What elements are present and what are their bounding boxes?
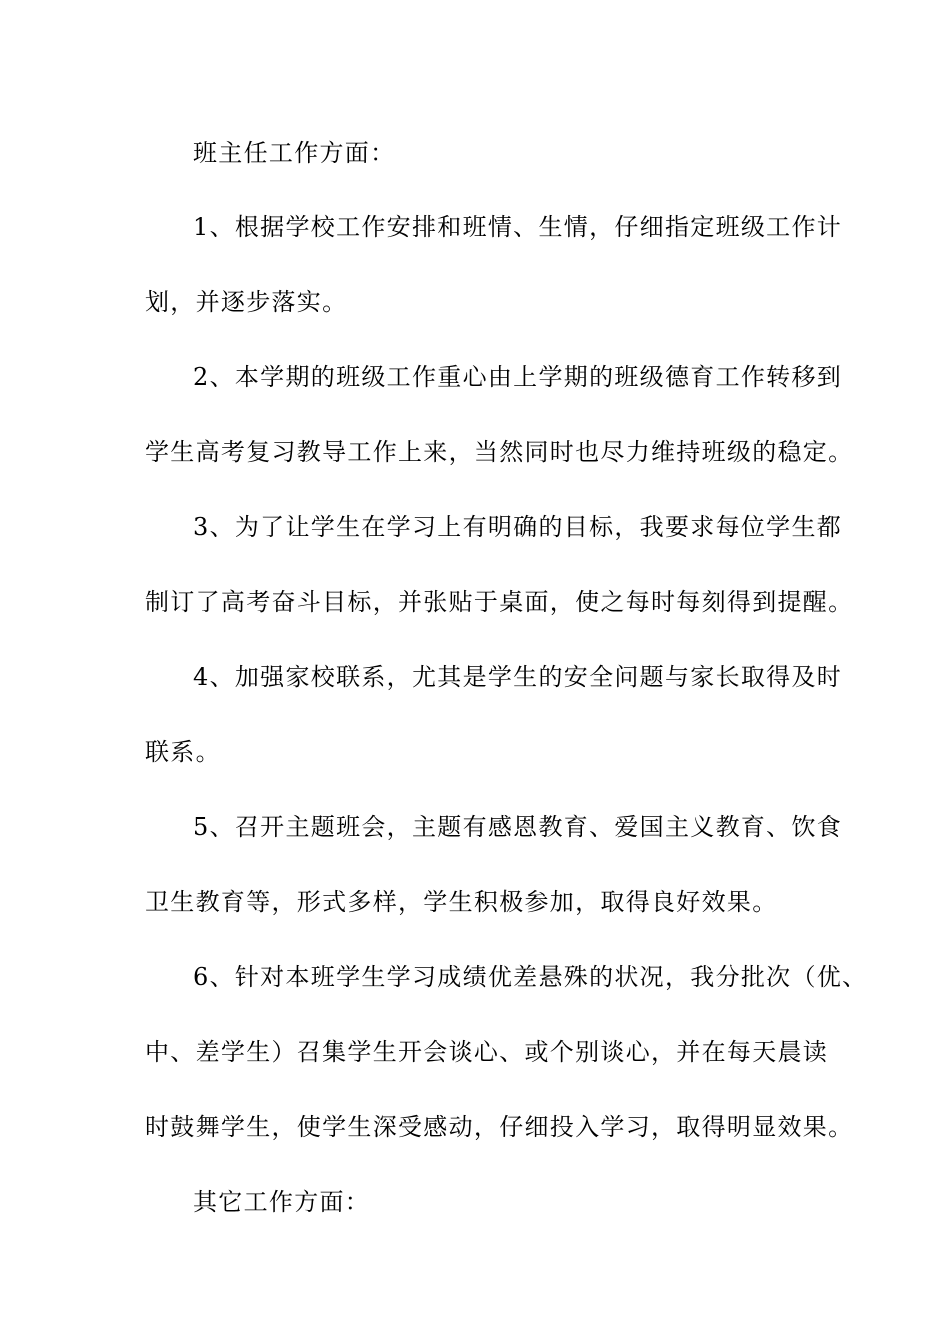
paragraph-line: 1、根据学校工作安排和班情、生情，仔细指定班级工作计 (193, 213, 843, 241)
paragraph-line: 3、为了让学生在学习上有明确的目标，我要求每位学生都 (193, 513, 843, 541)
section-heading-head-teacher: 班主任工作方面： (193, 139, 396, 167)
section-heading-other-work: 其它工作方面： (193, 1188, 371, 1216)
paragraph-line: 5、召开主题班会，主题有感恩教育、爱国主义教育、饮食 (193, 813, 843, 841)
paragraph-line: 卫生教育等，形式多样，学生积极参加，取得良好效果。 (145, 888, 778, 916)
paragraph-line: 2、本学期的班级工作重心由上学期的班级德育工作转移到 (193, 363, 843, 391)
paragraph-line: 联系。 (145, 738, 221, 766)
paragraph-line: 6、针对本班学生学习成绩优差悬殊的状况，我分批次（优、 (193, 963, 868, 991)
paragraph-line: 中、差学生）召集学生开会谈心、或个别谈心，并在每天晨读 (145, 1038, 829, 1066)
paragraph-line: 制订了高考奋斗目标，并张贴于桌面，使之每时每刻得到提醒。 (145, 588, 854, 616)
paragraph-line: 时鼓舞学生，使学生深受感动，仔细投入学习，取得明显效果。 (145, 1113, 854, 1141)
paragraph-line: 学生高考复习教导工作上来，当然同时也尽力维持班级的稳定。 (145, 438, 854, 466)
paragraph-line: 4、加强家校联系，尤其是学生的安全问题与家长取得及时 (193, 663, 843, 691)
paragraph-line: 划，并逐步落实。 (145, 288, 348, 316)
